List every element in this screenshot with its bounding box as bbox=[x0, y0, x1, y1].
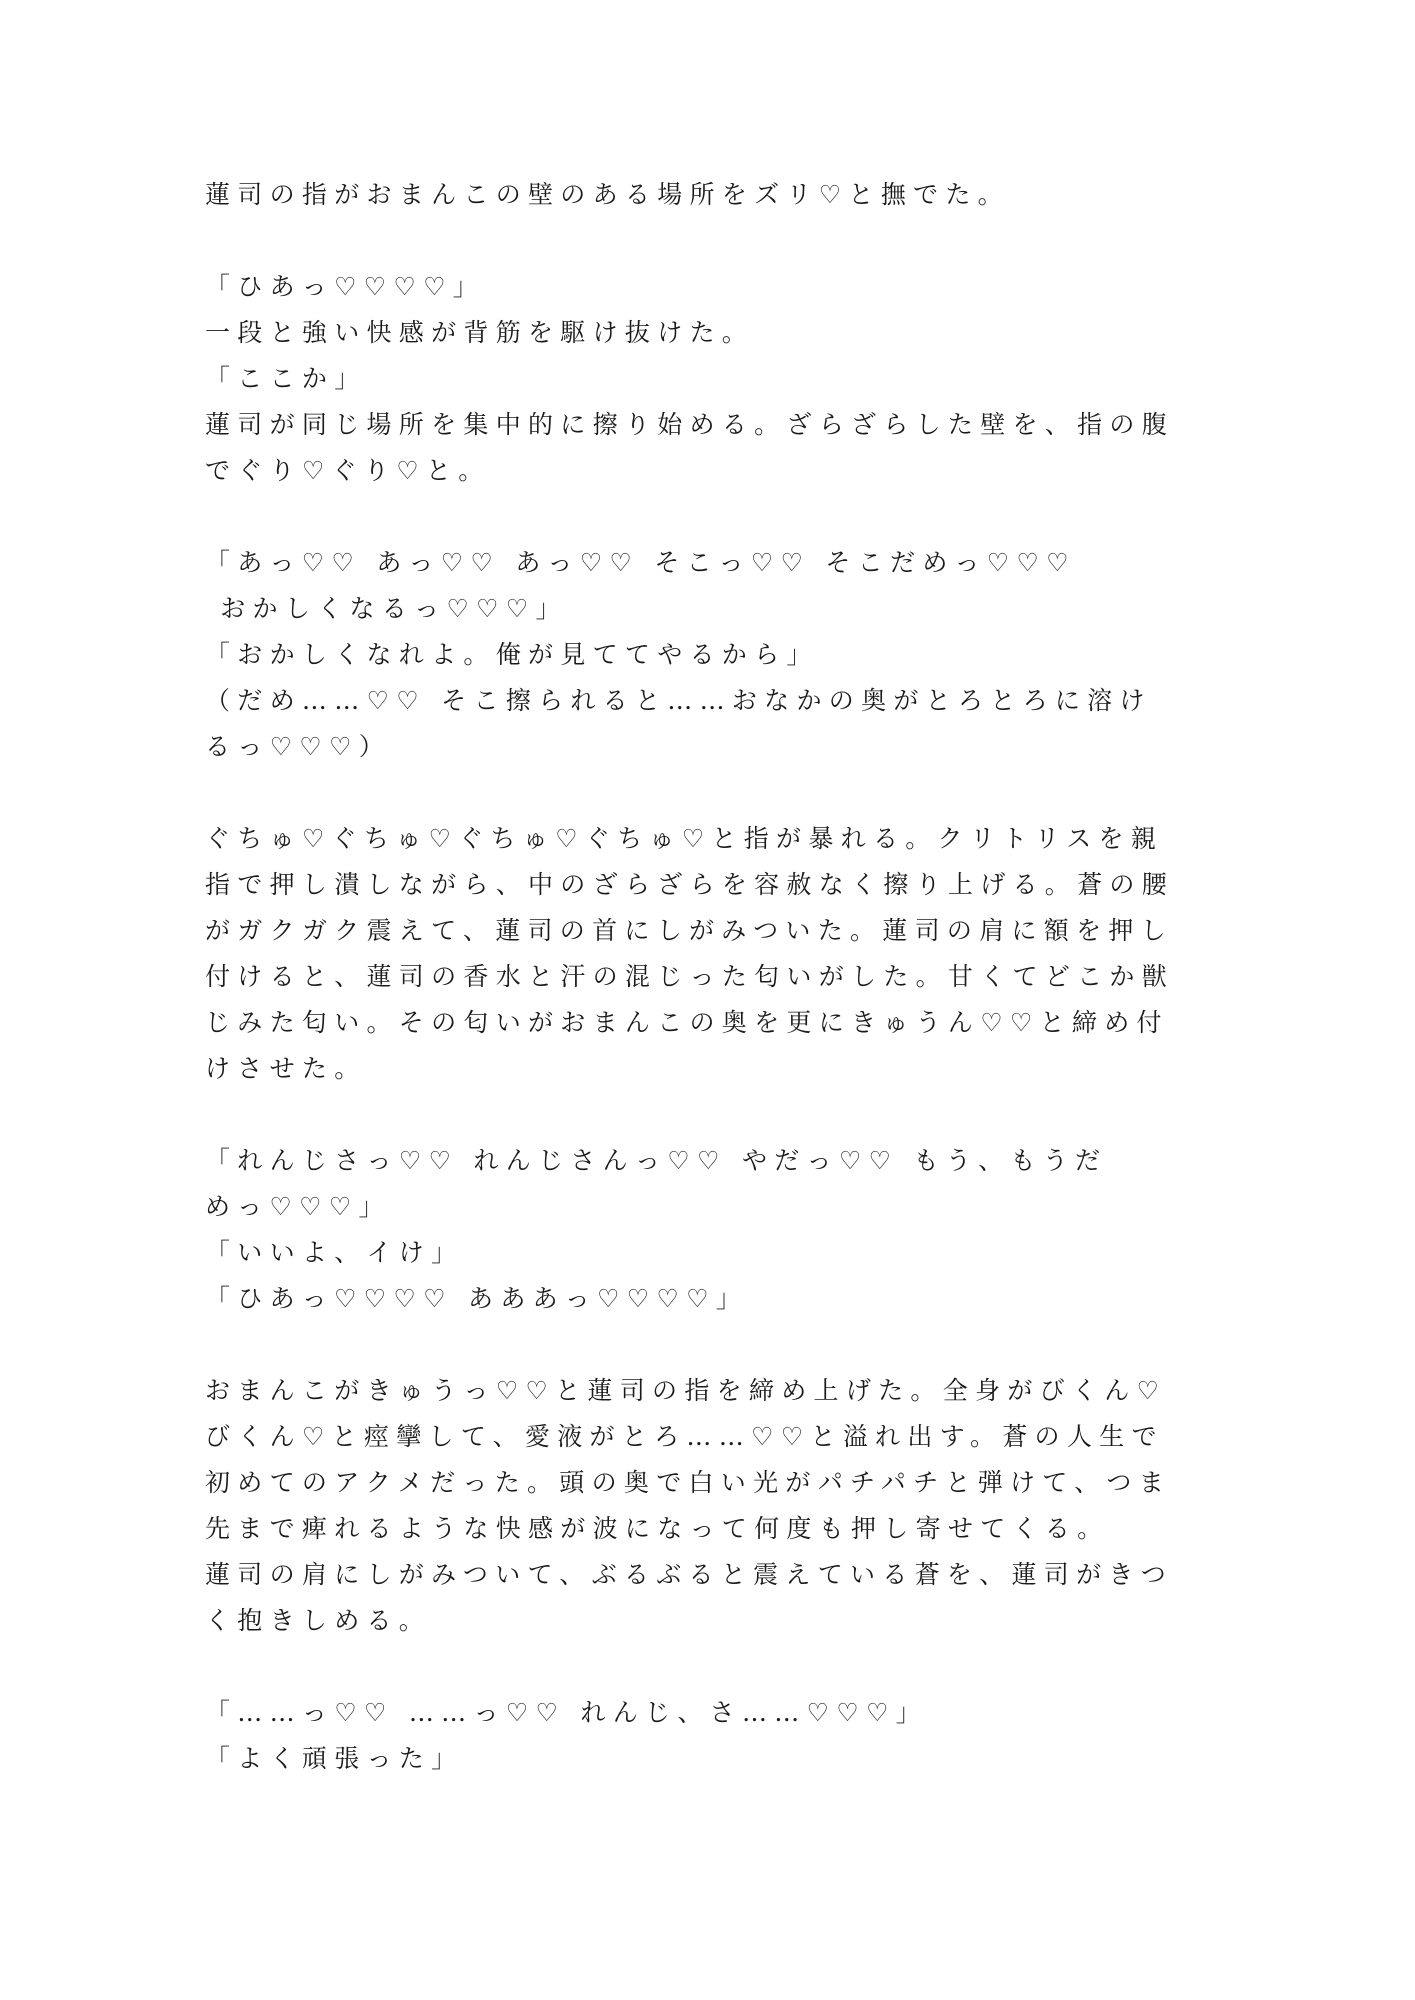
text-line: ぐちゅ♡ぐちゅ♡ぐちゅ♡ぐちゅ♡と指が暴れる。クリトリスを親 bbox=[205, 824, 1164, 853]
text-line: 指で押し潰しながら、中のざらざらを容赦なく擦り上げる。蒼の腰 bbox=[205, 870, 1175, 899]
document-page bbox=[205, 172, 1205, 1782]
text-line: でぐり♡ぐり♡と。 bbox=[205, 456, 491, 485]
text-line: おまんこがきゅうっ♡♡と蓮司の指を締め上げた。全身がびくん♡ bbox=[205, 1376, 1167, 1405]
text-line: 一段と強い快感が背筋を駆け抜けた。 bbox=[205, 318, 755, 347]
text-line: おかしくなるっ♡♡♡」 bbox=[205, 594, 568, 623]
text-line bbox=[205, 1092, 1205, 1138]
text-line: 「よく頑張った」 bbox=[205, 1744, 464, 1773]
text-line: く抱きしめる。 bbox=[205, 1606, 432, 1635]
text-line: 「……っ♡♡ ……っ♡♡ れんじ、さ……♡♡♡」 bbox=[205, 1698, 928, 1727]
text-line: 蓮司の肩にしがみついて、ぶるぶると震えている蒼を、蓮司がきつ bbox=[205, 1560, 1174, 1589]
text-line: 初めてのアクメだった。頭の奥で白い光がパチパチと弾けて、つま bbox=[205, 1468, 1172, 1497]
text-line: けさせた。 bbox=[205, 1054, 367, 1083]
text-line: 蓮司の指がおまんこの壁のある場所をズリ♡と撫でた。 bbox=[205, 180, 1010, 209]
text-line: めっ♡♡♡」 bbox=[205, 1192, 391, 1221]
text-line: 「あっ♡♡ あっ♡♡ あっ♡♡ そこっ♡♡ そこだめっ♡♡♡ bbox=[205, 548, 1076, 577]
text-line: るっ♡♡♡） bbox=[205, 732, 392, 761]
text-line bbox=[205, 770, 1205, 816]
text-line bbox=[205, 1644, 1205, 1690]
text-line bbox=[205, 218, 1205, 264]
text-line: じみた匂い。その匂いがおまんこの奥を更にきゅうん♡♡と締め付 bbox=[205, 1008, 1169, 1037]
text-line: 付けると、蓮司の香水と汗の混じった匂いがした。甘くてどこか獣 bbox=[205, 962, 1175, 991]
text-line: 「ひあっ♡♡♡♡」 bbox=[205, 272, 486, 301]
text-line: がガクガク震えて、蓮司の首にしがみついた。蓮司の肩に額を押し bbox=[205, 916, 1174, 945]
text-line bbox=[205, 494, 1205, 540]
text-line: 「ひあっ♡♡♡♡ あああっ♡♡♡♡」 bbox=[205, 1284, 749, 1313]
text-line: 「れんじさっ♡♡ れんじさんっ♡♡ やだっ♡♡ もう、もうだ bbox=[205, 1146, 1108, 1175]
text-line: 「ここか」 bbox=[205, 364, 367, 393]
text-line: びくん♡と痙攣して、愛液がとろ……♡♡と溢れ出す。蒼の人生で bbox=[205, 1422, 1164, 1451]
text-line bbox=[205, 1322, 1205, 1368]
text-line: （だめ……♡♡ そこ擦られると……おなかの奥がとろとろに溶け bbox=[205, 686, 1152, 715]
text-line: 蓮司が同じ場所を集中的に擦り始める。ざらざらした壁を、指の腹 bbox=[205, 410, 1175, 439]
text-line: 「いいよ、イけ」 bbox=[205, 1238, 464, 1267]
text-line: 先まで痺れるような快感が波になって何度も押し寄せてくる。 bbox=[205, 1514, 1110, 1543]
text-line: 「おかしくなれよ。俺が見ててやるから」 bbox=[205, 640, 819, 669]
